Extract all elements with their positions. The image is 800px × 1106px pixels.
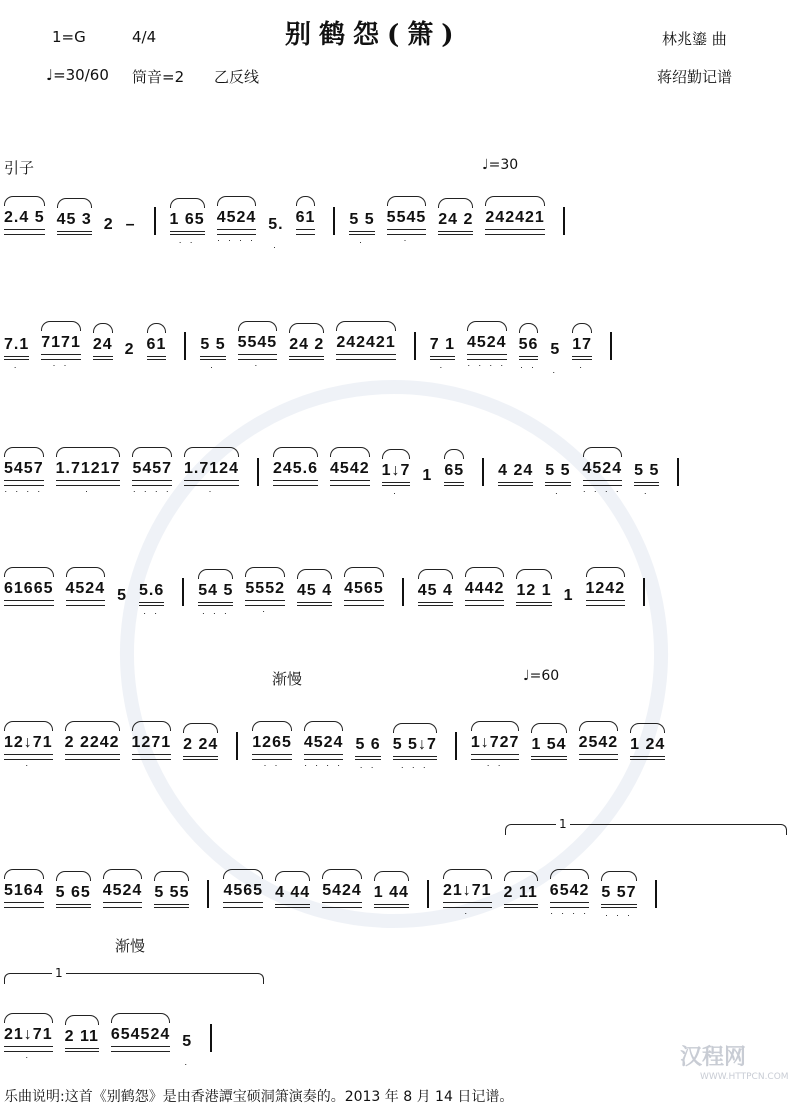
score-title: 别鹤怨(箫) [285,20,462,50]
note-group: 54 5 . . . [198,581,233,606]
note-group: 4565 [344,579,384,606]
note-group: 61665 [4,579,54,606]
footer-note: 乐曲说明:这首《别鹤怨》是由香港譚宝硕洞箫演奏的。2013 年 8 月 14 日记谱。 [4,1089,514,1105]
note-group: 5.6 . . [139,582,165,616]
bar-line [610,332,612,360]
note-group: 4565 [223,881,263,908]
note-group: 2 2242 [65,733,120,760]
note-group: 1 [563,587,574,604]
volta-bracket [505,824,787,835]
bar-line [333,207,335,235]
note-group: 4524 [103,881,143,908]
note-group: 5164 [4,881,44,908]
note-group: 1↓7 . [382,461,411,486]
note-group: 21↓71 . [4,1025,53,1052]
score-line-6 [4,878,671,918]
note-group: 5 57 . . . [601,883,636,908]
bar-line [207,880,209,908]
pitch-note: 筒音=2 [132,68,185,86]
note-group: 2542 [579,733,619,760]
note-group: 56 . . [519,335,539,360]
volta-number: 1 [52,966,66,980]
note-group: 242421 [485,208,544,235]
note-group: 1265 . . [252,733,292,760]
note-group: 1271 [132,733,172,760]
note-group: 24 2 [438,210,473,235]
note-group: 5 6 . . [355,736,381,770]
note-group: 1 65 . . [170,210,205,235]
note-group: 61 [296,208,316,235]
intro-label: 引子 [4,159,35,177]
note-group: 12↓71 . [4,733,53,760]
note-group: 5457 . . . . [132,459,172,486]
note-group: 4542 [330,459,370,486]
note-group: 4524 . . . . [583,459,623,486]
note-group: 2 11 [504,883,538,908]
note-group: 245.6 [273,459,318,486]
score-line-3 [4,456,693,496]
tempo-60-marker: ♩=60 [523,668,560,684]
note-group: 7 1 . [429,336,455,370]
note-group: – [125,216,136,233]
note-group: 4524 . . . . [217,208,257,235]
fingering: 乙反线 [214,68,260,86]
tempo-30-marker: ♩=30 [482,157,519,173]
note-group: 1242 [586,579,626,606]
note-group: 6542 . . . . [550,881,590,908]
note-group: 5 . [550,341,561,375]
volta-number: 1 [556,817,570,831]
note-group: 1 [422,467,433,484]
note-group: 4524 [66,579,106,606]
note-group: 5545 . [387,208,427,235]
note-group: 5545 . [238,333,278,360]
note-group: 5 [117,587,127,604]
note-group: 24 [93,335,113,360]
ritardando-label: 渐慢 [272,670,303,688]
repeat-end-barline [655,880,657,908]
ritardando-label: 渐慢 [115,937,146,955]
bar-line [643,578,645,606]
note-group: 21↓71 . [443,881,492,908]
note-group: 4 44 [275,883,310,908]
note-group: 4 24 [498,461,533,486]
note-group: 2 24 [183,735,218,760]
note-group: 5 . [182,1033,193,1067]
bar-line [236,732,238,760]
note-group: 1 44 [374,883,409,908]
bar-line [184,332,186,360]
bar-line [257,458,259,486]
note-group: 12 1 [516,581,551,606]
bar-line [414,332,416,360]
note-group: 61 [147,335,167,360]
score-line-5 [4,730,677,770]
note-group: 1↓727 . . [471,733,520,760]
note-group: 5. . [268,216,284,250]
composer: 林兆鎏 曲 [662,30,727,48]
key-signature: 1=G [52,28,86,46]
note-group: 7171 . . [41,333,81,360]
note-group: 7.1 . [4,336,30,370]
bar-line [182,578,184,606]
note-group: 1 54 [531,735,566,760]
note-group: 45 4 [418,581,453,606]
bar-line [677,458,679,486]
final-barline [210,1024,212,1052]
site-url: WWW.HTTPCN.COM [700,1072,789,1082]
site-logo: 汉程网 [680,1045,747,1070]
score-line-7 [4,1022,226,1067]
note-group: 2 11 [65,1027,99,1052]
note-group: 4524 . . . . [467,333,507,360]
repeat-start-barline [455,732,457,760]
note-group: 2 [103,216,114,233]
note-group: 45 3 [57,210,92,235]
note-group: 45 4 [297,581,332,606]
note-group: 17 . [572,335,592,360]
note-group: 1.71217 . [56,459,121,486]
tempo-marking: ♩=30/60 [46,66,109,84]
bar-line [482,458,484,486]
note-group: 5 65 [56,883,91,908]
note-group: 65 [444,461,464,486]
note-group: 5457 . . . . [4,459,44,486]
transcriber: 蒋绍勤记谱 [657,68,733,86]
circular-watermark [20,280,769,1029]
note-group: 2.4 5 [4,208,45,235]
note-group: 5 55 [154,883,189,908]
note-group: 5 5 . [545,462,571,496]
note-group: 2 [124,341,135,358]
score-line-2 [4,330,626,375]
note-group: 5552 . [245,579,285,606]
note-group: 654524 [111,1025,170,1052]
note-group: 5424 [322,881,362,908]
bar-line [563,207,565,235]
note-group: 5 5 . [634,462,660,496]
score-line-4 [4,576,659,616]
note-group: 5 5 . [349,211,375,245]
note-group: 1 24 [630,735,665,760]
note-group: 5 5 . [200,336,226,370]
bar-line [154,207,156,235]
note-group: 1.7124 . [184,459,239,486]
time-signature: 4/4 [132,28,157,46]
bar-line [427,880,429,908]
note-group: 24 2 [289,335,324,360]
note-group: 4442 [465,579,505,606]
note-group: 5 5↓7 . . . [393,735,437,760]
note-group: 4524 . . . . [304,733,344,760]
bar-line [402,578,404,606]
score-line-1 [4,205,579,250]
note-group: 242421 [336,333,395,360]
volta-bracket [4,973,264,984]
